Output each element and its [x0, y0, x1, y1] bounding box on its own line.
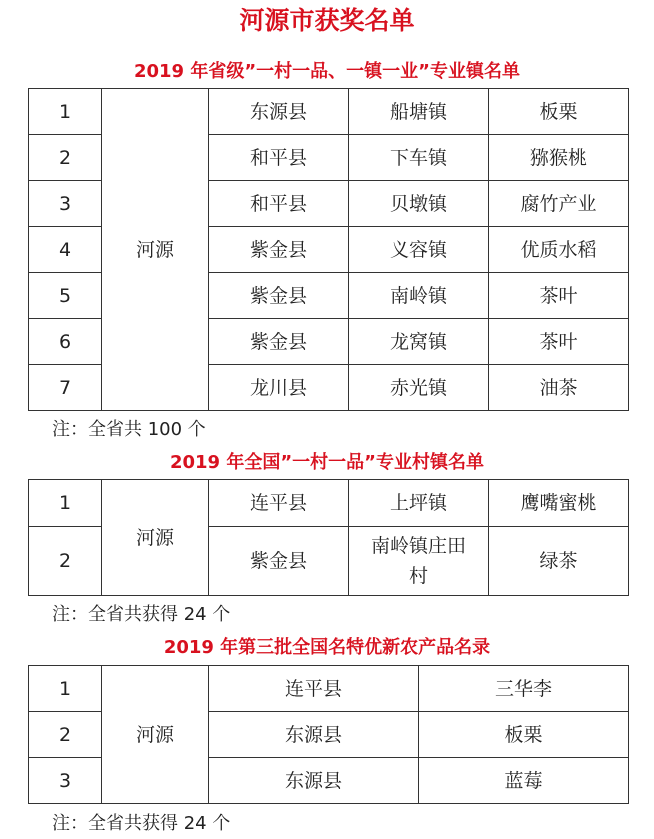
- row-number: 1: [29, 666, 102, 712]
- product-cell: 鹰嘴蜜桃: [489, 480, 629, 527]
- county-cell: 紫金县: [209, 273, 349, 319]
- row-number: 6: [29, 319, 102, 365]
- county-cell: 连平县: [209, 480, 349, 527]
- table-row: [29, 480, 629, 527]
- section1-title: 2019 年省级”一村一品、一镇一业”专业镇名单: [133, 61, 521, 82]
- county-cell: 龙川县: [209, 365, 349, 411]
- product-cell: 三华李: [419, 666, 629, 712]
- product-cell: 板栗: [419, 712, 629, 758]
- section1-note: 注：全省共 100 个: [52, 419, 206, 440]
- region-cell: 河源: [102, 480, 209, 596]
- product-cell: 优质水稻: [489, 227, 629, 273]
- county-cell: 紫金县: [209, 319, 349, 365]
- row-number: 5: [29, 273, 102, 319]
- region-cell: 河源: [102, 666, 209, 804]
- product-cell: 蓝莓: [419, 758, 629, 804]
- county-cell: 和平县: [209, 181, 349, 227]
- county-cell: 紫金县: [209, 527, 349, 596]
- town-cell: 赤光镇: [349, 365, 489, 411]
- row-number: 4: [29, 227, 102, 273]
- section2-table: [28, 479, 629, 596]
- county-cell: 紫金县: [209, 227, 349, 273]
- row-number: 7: [29, 365, 102, 411]
- town-cell: 下车镇: [349, 135, 489, 181]
- product-cell: 腐竹产业: [489, 181, 629, 227]
- page-title: 河源市获奖名单: [239, 6, 415, 35]
- product-cell: 油茶: [489, 365, 629, 411]
- town-cell: 船塘镇: [349, 89, 489, 135]
- county-cell: 和平县: [209, 135, 349, 181]
- section3-title: 2019 年第三批全国名特优新农产品名录: [163, 637, 491, 658]
- town-cell: 龙窝镇: [349, 319, 489, 365]
- county-cell: 东源县: [209, 712, 419, 758]
- row-number: 3: [29, 758, 102, 804]
- town-cell: 义容镇: [349, 227, 489, 273]
- product-cell: 猕猴桃: [489, 135, 629, 181]
- row-number: 3: [29, 181, 102, 227]
- town-cell: 南岭镇: [349, 273, 489, 319]
- section3-table: [28, 665, 629, 804]
- section3-note: 注：全省共获得 24 个: [52, 813, 231, 834]
- section1-table: [28, 88, 629, 411]
- row-number: 1: [29, 89, 102, 135]
- row-number: 2: [29, 527, 102, 596]
- town-cell: 上坪镇: [349, 480, 489, 527]
- row-number: 2: [29, 135, 102, 181]
- county-cell: 东源县: [209, 758, 419, 804]
- product-cell: 茶叶: [489, 273, 629, 319]
- town-cell: 南岭镇庄田村: [349, 527, 489, 596]
- county-cell: 东源县: [209, 89, 349, 135]
- row-number: 2: [29, 712, 102, 758]
- table-row: [29, 89, 629, 135]
- product-cell: 板栗: [489, 89, 629, 135]
- county-cell: 连平县: [209, 666, 419, 712]
- table-row: [29, 666, 629, 712]
- region-cell: 河源: [102, 89, 209, 411]
- town-cell: 贝墩镇: [349, 181, 489, 227]
- section2-note: 注：全省共获得 24 个: [52, 604, 231, 625]
- row-number: 1: [29, 480, 102, 527]
- section2-title: 2019 年全国”一村一品”专业村镇名单: [169, 452, 485, 473]
- product-cell: 绿茶: [489, 527, 629, 596]
- product-cell: 茶叶: [489, 319, 629, 365]
